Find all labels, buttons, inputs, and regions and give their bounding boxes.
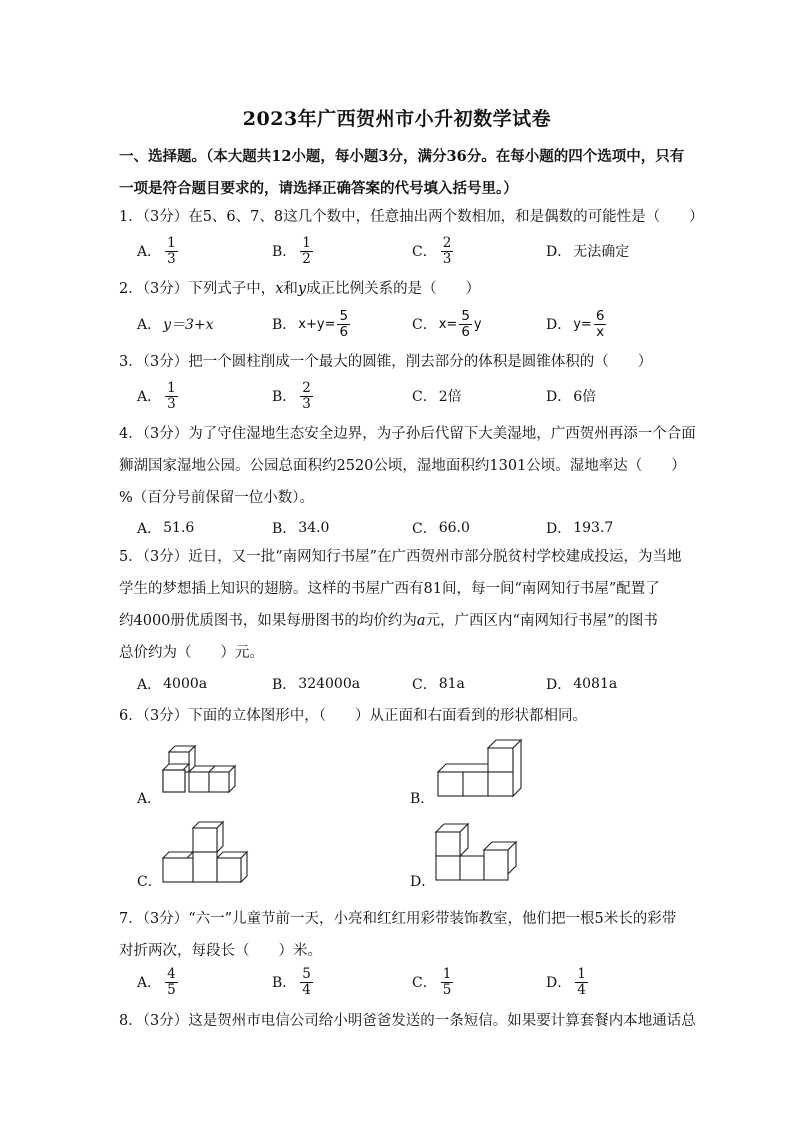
fraction [337,309,350,340]
numerator: 1 [167,234,176,251]
question-5-text-line-1: 5．（3分）近日，又一批“南网知行书屋”在广西贺州市部分脱贫村学校建成投运，为当地 [119,549,682,565]
option-label: B． [272,975,297,991]
question-4-text-line-1: 4．（3分）为了守住湿地生态安全边界，为子孙后代留下大美湿地，广西贺州再添一个合面 [119,426,696,442]
figure-c-cubes [155,818,255,886]
option-label: D． [546,521,572,537]
fraction [165,236,178,267]
option-c [412,376,462,416]
option-text: 4081a [573,676,618,692]
option-label: A． [137,317,162,333]
option-text: 66.0 [438,520,470,536]
option-text: 2倍 [438,389,462,405]
cube-stack-a [163,746,235,792]
option-b [272,664,360,704]
question-5-text-line-2: 学生的梦想插上知识的翅膀。这样的书屋广西有81间，每一间“南网知行书屋”配置了 [119,581,660,597]
numerator: 1 [167,379,176,396]
option-text: 无法确定 [573,244,630,260]
question-2-options [137,304,677,344]
option-label: D． [546,244,572,260]
figure-a-cubes [155,740,255,805]
question-5-text-line-3: 约4000册优质图书，如果每册图书的均价约为a元，广西区内“南网知行书屋”的图书 [119,613,658,629]
option-d [546,231,629,271]
figure-label-d: D． [410,874,436,890]
option-label: A． [137,975,162,991]
denominator: 5 [442,981,452,998]
cube-stack-b [438,740,521,796]
fraction [575,967,588,998]
option-label: B． [272,317,297,333]
denominator: 3 [167,395,176,412]
question-4-text-line-2: 狮湖国家湿地公园。公园总面积约2520公顷，湿地面积约1301公顷。湿地率达（ ） [119,458,686,474]
option-d [546,664,617,704]
cube-stack-d [436,824,516,880]
option-d [546,962,590,1002]
option-text: 51.6 [163,520,195,536]
option-text: 6倍 [573,389,597,405]
option-label: C． [412,389,437,405]
option-expr: x+y= [298,316,336,332]
option-expr: x= [438,316,458,332]
option-label: C． [412,521,437,537]
option-label: C． [412,677,437,693]
denominator: 6 [461,323,470,340]
option-b [272,376,315,416]
option-a [137,376,180,416]
option-a [137,231,180,271]
option-label: D． [546,677,572,693]
fraction [441,236,454,267]
question-4-text-line-3: %（百分号前保留一位小数）。 [119,490,315,506]
option-label: B． [272,677,297,693]
question-1-options [137,231,677,271]
fraction [459,309,472,340]
cube-stack-c [163,822,247,882]
numerator: 5 [302,965,311,982]
fraction [300,236,313,267]
option-c [412,664,465,704]
question-8-text: 8．（3分）这是贺州市电信公司给小明爸爸发送的一条短信。如果要计算套餐内本地通话总 [119,1013,696,1029]
option-c [412,508,470,548]
fraction [300,967,313,998]
question-2-text: 2．（3分）下列式子中，x和y成正比例关系的是（ ） [119,281,481,297]
var-y: y [297,281,307,297]
fraction [441,967,454,998]
option-label: C． [412,244,437,260]
option-c [412,962,455,1002]
option-d [546,508,613,548]
question-7-text-line-2: 对折两次，每段长（ ）米。 [119,943,322,959]
question-5-text-line-4: 总价约为（ ）元。 [119,645,264,661]
option-label: C． [412,975,437,991]
figure-b-cubes [430,736,530,804]
section-heading-line-2: 一项是符合题目要求的，请选择正确答案的代号填入括号里。） [119,180,518,197]
option-text: 4000a [163,676,208,692]
fraction [165,967,178,998]
figure-label-a: A． [137,791,162,807]
figure-d-cubes [430,820,535,886]
figure-label-b: B． [410,791,435,807]
option-label: A． [137,389,162,405]
option-expr: y= [573,316,592,332]
fraction [300,381,313,412]
question-6-text: 6．（3分）下面的立体图形中，（ ）从正面和右面看到的形状都相同。 [119,708,587,724]
question-3-options [137,376,677,416]
numerator: 6 [595,307,605,324]
denominator: 3 [167,250,176,267]
option-label: B． [272,389,297,405]
option-label: A． [137,521,162,537]
option-label: D． [546,975,572,991]
numerator: 2 [302,379,311,396]
denominator: 6 [339,323,349,340]
option-label: C． [412,317,437,333]
option-a [137,304,214,344]
var-a: a [416,613,426,629]
option-label: B． [272,521,297,537]
question-4-options [137,508,677,548]
option-b [272,508,329,548]
option-label: D． [546,317,572,333]
option-a [137,508,194,548]
denominator: x [596,323,605,340]
option-c [412,304,482,344]
option-label: B． [272,244,297,260]
option-a [137,664,207,704]
denominator: 5 [167,981,176,998]
denominator: 2 [302,250,311,267]
numerator: 1 [442,965,452,982]
option-text: 34.0 [298,520,330,536]
option-label: A． [137,677,162,693]
numerator: 5 [461,307,470,324]
numerator: 1 [302,234,311,251]
option-text: 193.7 [573,520,614,536]
section-heading-line-1: 一、选择题。（本大题共12小题，每小题3分，满分36分。在每小题的四个选项中，只有 [119,148,685,165]
denominator: 3 [302,395,311,412]
fraction [165,381,178,412]
option-b [272,304,352,344]
exam-title: 2023年广西贺州市小升初数学试卷 [242,108,552,130]
option-expr-suffix: y [473,316,482,332]
option-text: 324000a [298,676,361,692]
option-a [137,962,180,1002]
question-1-text: 1．（3分）在5、6、7、8这几个数中，任意抽出两个数相加，和是偶数的可能性是（ ） [119,209,704,225]
option-text: 81a [438,676,465,692]
var-x: x [275,281,284,297]
denominator: 4 [577,981,586,998]
option-c [412,231,455,271]
question-7-options [137,962,677,1002]
question-7-text-line-1: 7．（3分）“六一”儿童节前一天，小亮和红红用彩带装饰教室，他们把一根5米长的彩带 [119,911,677,927]
option-label: D． [546,389,572,405]
fraction [594,309,607,340]
option-text: y＝3+x [163,317,214,333]
option-b [272,962,315,1002]
question-5-options [137,664,677,704]
numerator: 4 [167,965,176,982]
figure-label-c: C． [137,874,162,890]
denominator: 4 [302,981,311,998]
numerator: 5 [339,307,349,324]
option-d [546,304,608,344]
option-label: A． [137,244,162,260]
option-d [546,376,596,416]
numerator: 2 [442,234,452,251]
denominator: 3 [442,250,452,267]
question-3-text: 3．（3分）把一个圆柱削成一个最大的圆锥，削去部分的体积是圆锥体积的（ ） [119,354,653,370]
option-b [272,231,315,271]
numerator: 1 [577,965,586,982]
